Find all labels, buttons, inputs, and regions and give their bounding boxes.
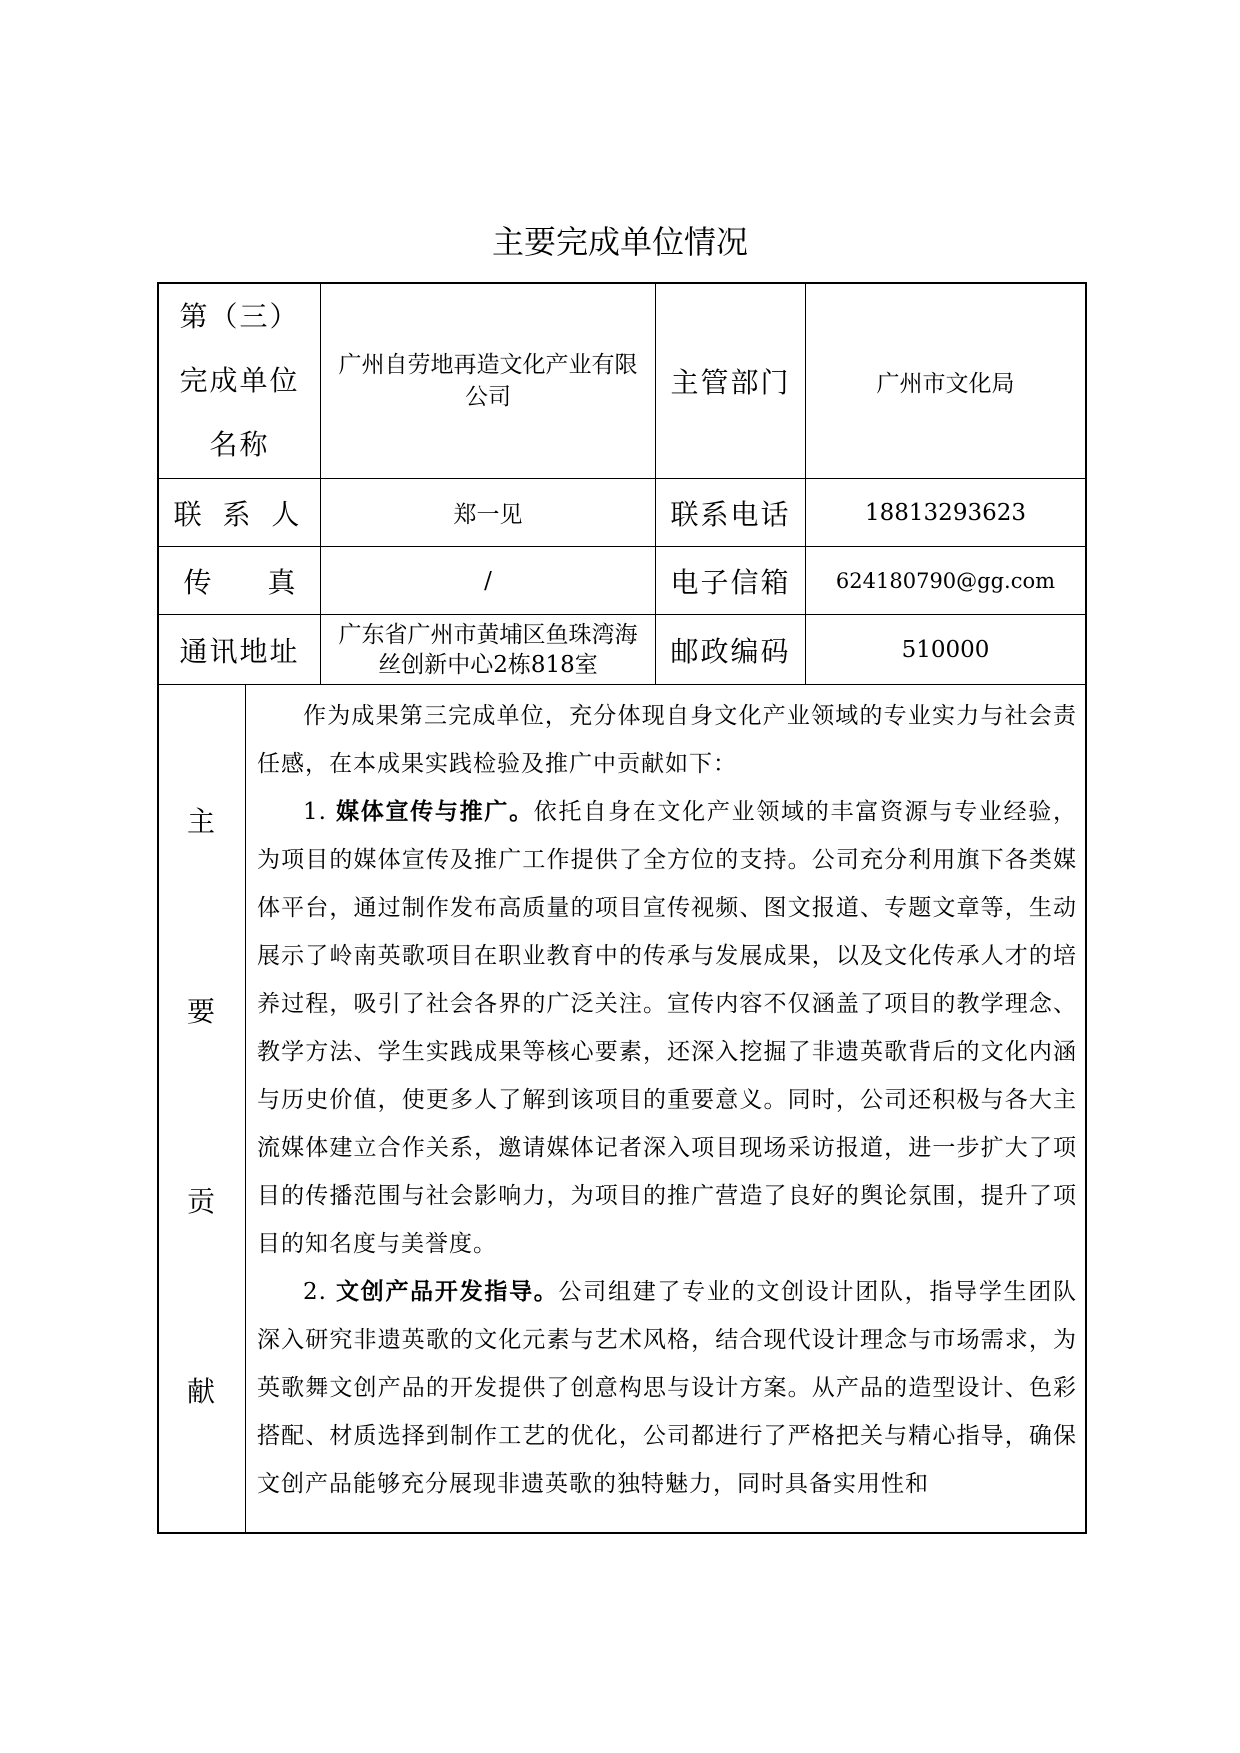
fax-label: 传 真: [183, 565, 296, 599]
contribution-label: [157, 282, 245, 1534]
address-value: 广东省广州市黄埔区鱼珠湾海丝创新中心2栋818室: [338, 621, 638, 678]
item1-paragraph: [257, 788, 1077, 1268]
page-title: 主要完成单位情况: [491, 223, 748, 261]
postcode-value: 510000: [901, 636, 990, 663]
unit-name-value: 广州自劳地再造文化产业有限公司: [338, 352, 638, 410]
email-label: 电子信箱: [670, 565, 791, 599]
dept-label: 主管部门: [670, 366, 791, 399]
item1-text: 依托自身在文化产业领域的丰富资源与专业经验，为项目的媒体宣传及推广工作提供了全方位的支持。公司充分利用旗下各类媒体平台，通过制作发布高质量的项目宣传视频、图文报道、专题文章等，生动展示了岭南英歌项目在职业教育中的传承与发展成果，以及文化传承人才的培养过程，吸引了社会各界的广泛关注。宣传内容不仅涵盖了项目的教学理念、教学方法、学生实践成果等核心要素，还深入挖掘了非遗英歌背后的文化内涵与历史价值，使更多人了解到该项目的重要意义。同时，公司还积极与各大主流媒体建立合作关系，邀请媒体记者深入项目现场采访报道，进一步扩大了项目的传播范围与社会影响力，为项目的推广营造了良好的舆论氛围，提升了项目的知名度与美誉度。: [257, 799, 1078, 1257]
contribution-char-2: 要: [186, 995, 215, 1028]
unit-info-table: [157, 282, 1087, 1534]
postcode-label: 邮政编码: [670, 634, 791, 668]
dept-value: 广州市文化局: [876, 370, 1015, 397]
unit-name-label: 第（三）完成单位名称: [179, 300, 300, 461]
item2-number: 2.: [303, 1279, 327, 1305]
contact-value: 郑一见: [453, 502, 523, 528]
contribution-char-1: 主: [186, 805, 215, 838]
email-value: 624180790@gg.com: [835, 568, 1056, 593]
phone-value: 18813293623: [865, 499, 1026, 526]
contribution-char-4: 献: [186, 1375, 215, 1408]
item1-number: 1.: [303, 799, 327, 825]
fax-value: /: [484, 567, 492, 594]
contribution-body: [257, 692, 1077, 1508]
intro-paragraph: 作为成果第三完成单位，充分体现自身文化产业领域的专业实力与社会责任感，在本成果实践检验及推广中贡献如下：: [257, 703, 1077, 777]
phone-label: 联系电话: [670, 497, 791, 531]
item2-heading: 文创产品开发指导。: [336, 1279, 559, 1305]
contribution-char-3: 贡: [186, 1185, 215, 1218]
item2-text: 公司组建了专业的文创设计团队，指导学生团队深入研究非遗英歌的文化元素与艺术风格，结合现代设计理念与市场需求，为英歌舞文创产品的开发提供了创意构思与设计方案。从产品的造型设计、色彩搭配、材质选择到制作工艺的优化，公司都进行了严格把关与精心指导，确保文创产品能够充分展现非遗英歌的独特魅力，同时具备实用性和: [257, 1279, 1078, 1497]
address-label: 通讯地址: [179, 634, 300, 668]
contact-label: 联 系 人: [173, 497, 306, 531]
item1-heading: 媒体宣传与推广。: [336, 799, 534, 825]
item2-paragraph: [257, 1268, 1077, 1508]
